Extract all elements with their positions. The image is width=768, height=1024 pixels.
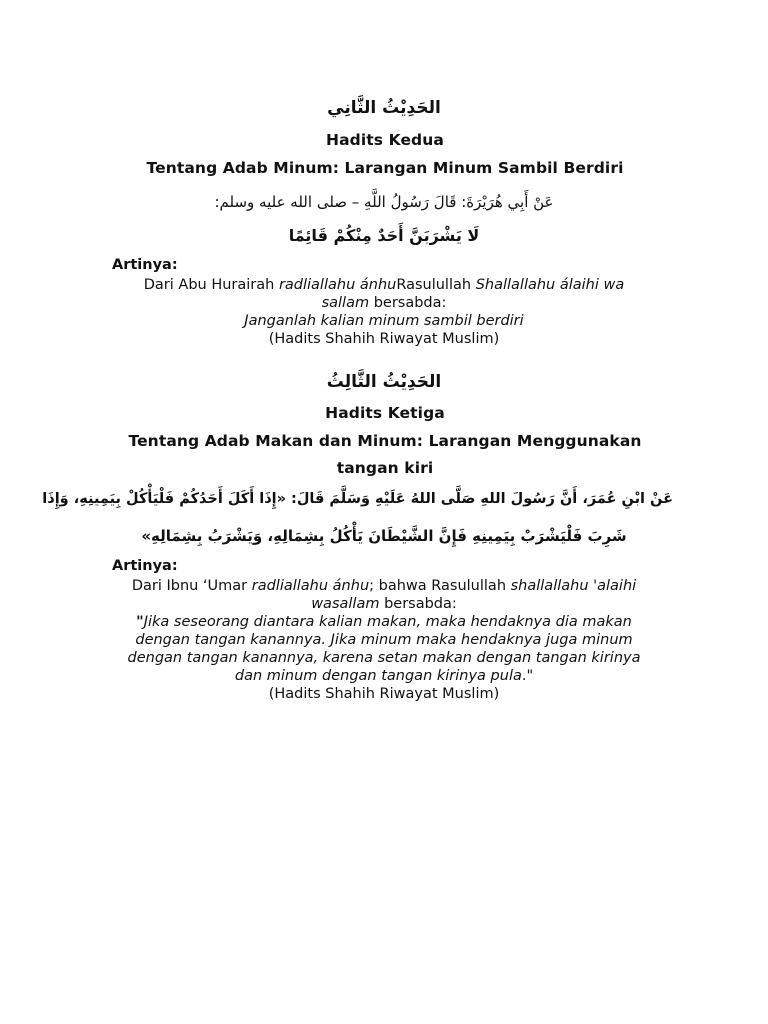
hadits2-translation-line-2: sallam bersabda: xyxy=(321,295,447,311)
hadits2-translation-matn: Janganlah kalian minum sambil berdiri xyxy=(244,313,524,329)
hadits3-arabic-title: الحَدِيْثُ الثَّالِثُ xyxy=(326,372,442,392)
hadits3-subtitle-1: Tentang Adab Makan dan Minum: Larangan Menggunakan xyxy=(128,432,642,450)
hadits3-matn-line-1: "Jika seseorang diantara kalian makan, maka hendaknya dia makan xyxy=(136,614,632,630)
hadits2-subtitle: Tentang Adab Minum: Larangan Minum Sambil Berdiri xyxy=(146,159,624,177)
hadits3-translation xyxy=(110,577,658,703)
hadits3-translation-line-1: Dari Ibnu ‘Umar radliallahu ánhu; bahwa Rasulullah shallallahu 'alaihi xyxy=(131,578,637,594)
hadits3-matn-line-3: dengan tangan kanannya, karena setan makan dengan tangan kirinya xyxy=(127,650,641,666)
hadits3-subtitle-2: tangan kiri xyxy=(336,459,434,477)
hadits2-translation-line-1: Dari Abu Hurairah radliallahu ánhuRasulullah Shallallahu álaihi wa xyxy=(143,277,625,293)
hadits3-matn-line-4: dan minum dengan tangan kirinya pula." xyxy=(234,668,534,684)
hadits3-translation-line-2: wasallam bersabda: xyxy=(311,596,457,612)
hadits3-matn-line-2: dengan tangan kanannya. Jika minum maka hendaknya juga minum xyxy=(135,632,633,648)
hadits3-arabic-line-1: عَنْ ابْنِ عُمَرَ، أَنَّ رَسُولَ اللهِ صَلَّى اللهُ عَلَيْهِ وَسَلَّمَ قَالَ: «إِذَا أَكَلَ أَحَدُكُمْ فَلْيَأْكُلْ بِيَمِينِهِ، وَإِذَا xyxy=(42,491,673,507)
hadits3-source: (Hadits Shahih Riwayat Muslim) xyxy=(268,686,500,702)
hadits2-source: (Hadits Shahih Riwayat Muslim) xyxy=(268,331,500,347)
hadits2-arabic-isnad: عَنْ أَبِي هُرَيْرَةَ: قَالَ رَسُولُ اللَّهِ – صلى الله عليه وسلم: xyxy=(214,193,554,211)
hadits3-artinya-label: Artinya: xyxy=(112,558,178,574)
hadits2-title: Hadits Kedua xyxy=(326,131,444,149)
hadits3-title: Hadits Ketiga xyxy=(325,404,445,422)
hadits3-arabic-line-2: شَرِبَ فَلْيَشْرَبْ بِيَمِينِهِ فَإِنَّ الشَّيْطَانَ يَأْكُلُ بِشِمَالِهِ، وَيَشْرَبُ بِشِمَالِهِ» xyxy=(141,527,627,545)
hadits2-arabic-title: الحَدِيْثُ الثَّانِي xyxy=(327,98,441,118)
hadits2-translation xyxy=(110,276,658,348)
hadits2-artinya-label: Artinya: xyxy=(112,257,178,273)
hadits2-arabic-matn: لَا يَشْرَبَنَّ أَحَدٌ مِنْكُمْ قَائِمًا xyxy=(288,226,480,245)
